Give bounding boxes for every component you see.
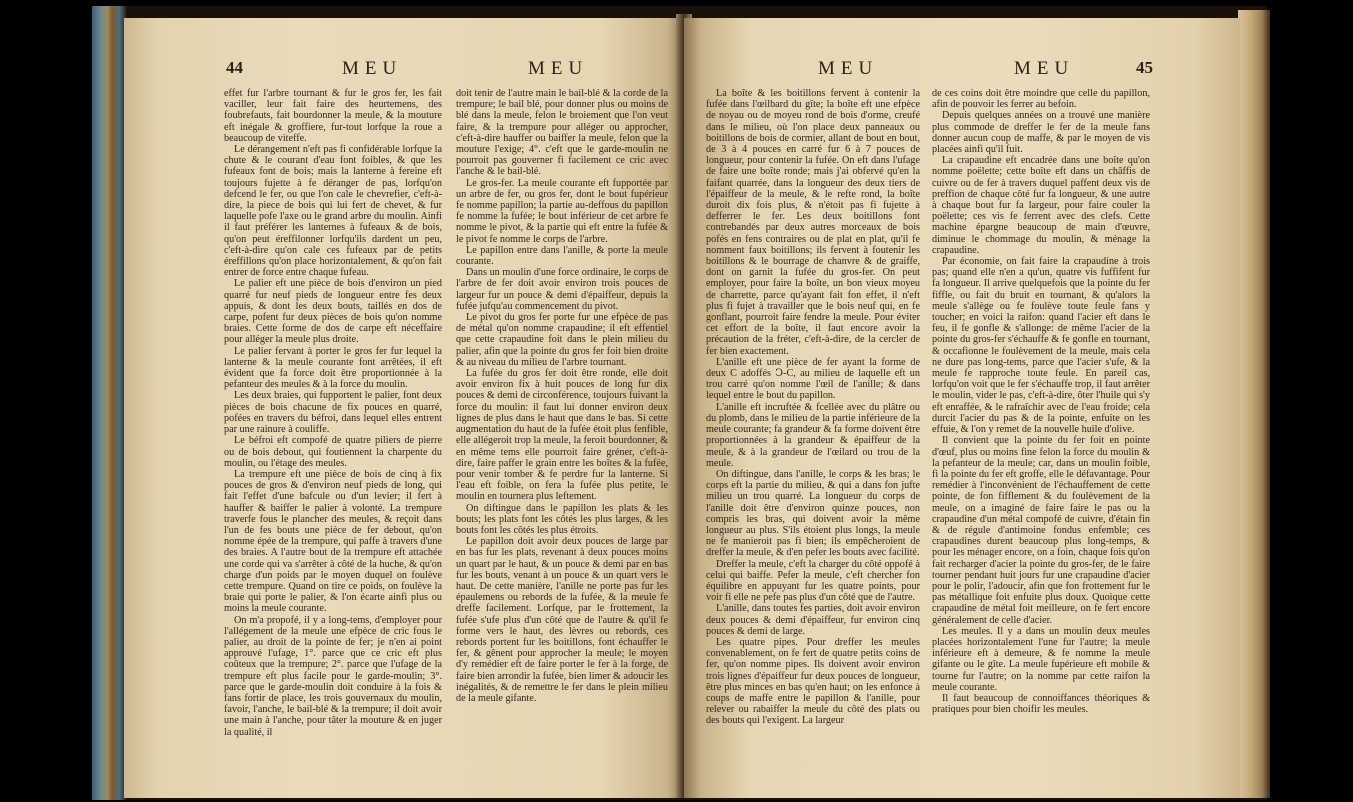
page-edges-right — [1238, 10, 1270, 798]
paragraph: Les deux braies, qui fupportent le palier, font deux pièces de bois chacune de fix pouces en quarré, pofées en travers du béfroi, dans lequel elles entrent par une rainure à couliffe. — [224, 390, 442, 436]
paragraph: Le gros-fer. La meule courante eft fupportée par un arbre de fer, ou gros fer, dont le bout fupérieur fe nomme papillon; la partie au-deffous du papillon fe nomme la fufée; le bout inférieur de cet arbre fe nomme le pivot, & la partie qui eft entre la fufée & le pivot fe nomme le corps de l'arbre. — [456, 177, 668, 245]
running-head: MEU — [818, 58, 879, 79]
paragraph: La crapaudine eft encadrée dans une boîte qu'on nomme poëlette; cette boîte eft dans un châffis de cuivre ou de fer à travers duquel paffent deux vis de preffion de chaque côté fur fa longueur, & une autre à chaque bout fur fa largeur, pour faire couler la poëlette; ces vis fe ferrent avec des clefs. Cette machine épargne beaucoup de main d'œuvre, diminue le chommage du moulin, & ménage la crapaudine. — [932, 155, 1150, 256]
paragraph: Le palier eft une pièce de bois d'environ un pied quarré fur neuf pieds de longueur entre fes deux appuis, & dont les deux bouts, taillés en dos de carpe, pofent fur deux pièces de bois qu'on nomme braies. Cette forme de dos de carpe eft néceffaire pour alléger la meule plus droite. — [224, 278, 442, 346]
paragraph: Depuis quelques années on a trouvé une manière plus commode de dreffer le fer de la meule fans donner aucun coup de maffe, & par le moyen de vis placées ainfi qu'il fuit. — [932, 110, 1150, 156]
paragraph: L'anille eft une pièce de fer ayant la forme de deux C adoffés Ↄ-C, au milieu de laquelle eft un trou carré qu'on nomme l'œil de l'anille; & dans lequel entre le bout du papillon. — [706, 356, 920, 402]
left-column-1 — [224, 88, 442, 738]
paragraph: Le papillon doit avoir deux pouces de large par en bas fur les plats, revenant à deux pouces moins un quart par le haut, & un pouce & demi par en bas fur les bouts, venant à un pouce & un quart vers le haut. De cette manière, l'anille ne porte pas fur les épaulemens ou rebords de la fufée, & la meule fe dreffe facilement. Lorfque, par le frottement, la fufée s'ufe plus d'un côté que de l'autre & qu'il fe forme vers le haut, des lèvres ou rebords, ces rebords portent fur les boitillons, font échauffer le fer, & gênent pour approcher la meule; le moyen d'y remédier eft de faire porter le fer à la forge, de faire bien arrondir la fufée, bien limer & adoucir les inégalités, & de remettre le fer dans le plein milieu de la meule gifante. — [456, 536, 668, 704]
paragraph: Il faut beaucoup de connoiffances théoriques & pratiques pour bien choifir les meules. — [932, 692, 1150, 716]
left-page-header — [124, 58, 684, 82]
paragraph: effet fur l'arbre tournant & fur le gros fer, les fait vaciller, leur fait faire des heurtemens, des foubrefauts, fait bourdonner la meule, & la mouture eft inégale & groffiere, fur-tout lorfque la roue a beaucoup de viteffe. — [224, 88, 442, 144]
running-head: MEU — [528, 58, 589, 79]
paragraph: La fufée du gros fer doit être ronde, elle doit avoir environ fix à huit pouces de long fur dix pouces & demi de circonférence, toujours fuivant la force du moulin: il faut lui donner environ deux lignes de plus dans le haut que dans le bas. Si cette augmentation du haut de la fufée étoit plus fenfible, elle allégeroit trop la meule, la feroit bourdonner, & en même tems elle pourroit faire gréner, c'eft-à-dire, faire paffer le grain entre les boîtes & la fufée, pour venir tomber & fe perdre fur la lanterne. Si l'eau eft foible, on fera la fufée plus petite, le moulin en tournera plus leftement. — [456, 368, 668, 503]
book-binding-left — [92, 6, 126, 800]
paragraph: On m'a propofé, il y a long-tems, d'employer pour l'allégement de la meule une efpèce de cric fous le palier, au droit de la pointe de fer; je n'en ai point approuvé l'ufage, 1°. parce que ce cric eft plus coûteux que la trempure; 2°. parce que l'ufage de la trempure eft plus facile pour le garde-moulin; 3°. parce que le garde-moulin doit conduire à la fois & fans fortir de place, les trois gouvernaux du moulin, favoir, l'anche, le bail-blé & la trempure; il doit avoir une main à l'anche, pour tâter la mouture & en juger la qualité, il — [224, 614, 442, 738]
paragraph: L'anille eft incruftée & fcellée avec du plâtre ou du plomb, dans le milieu de la partie inférieure de la meule courante; fa grandeur & fa forme doivent être proportionnées à la grandeur & épaiffeur de la meule, & à la grandeur de l'œilard ou trou de la meule. — [706, 401, 920, 469]
right-column-1 — [706, 88, 920, 727]
paragraph: On diftingue dans le papillon les plats & les bouts; les plats font les côtés les plus larges, & les bouts font les côtés les plus étroits. — [456, 502, 668, 536]
left-page — [124, 18, 684, 798]
paragraph: de ces coins doit être moindre que celle du papillon, afin de pouvoir les ferrer au befoin. — [932, 88, 1150, 111]
paragraph: Par économie, on fait faire la crapaudine à trois pas; quand elle n'en a qu'un, quatre vis fuffifent fur fa longueur. Il arrive quelquefois que la pointe du fer fiffle, ou fait du bruit en tournant, & qu'alors la meule s'allège ou fe foulève toute feule fans y toucher; en voici la raifon: quand l'acier eft dans le feu, il fe gonfle & s'allonge: de même l'acier de la pointe du gros-fer s'échauffe & fe gonfle en tournant, & occafionne le foulèvement de la meule, mais cela ne dure pas long-tems, parce que l'acier s'ufe, & la meule fe rapproche toute feule. En pareil cas, lorfqu'on voit que le fer s'échauffe trop, il faut arrêter le moulin, vider le pas, c'eft-à-dire, ôter l'huile qui s'y eft enraffée, & le rafraîchir avec de l'eau froide; cela durcit l'acier du pas & de la pointe, enfuite on les effuie, & l'on y remet de la nouvelle huile d'olive. — [932, 256, 1150, 436]
page-number: 44 — [226, 58, 243, 77]
right-page — [684, 18, 1240, 798]
paragraph: Il convient que la pointe du fer foit en pointe d'œuf, plus ou moins fine felon la force du moulin & la pefanteur de la meule; car, dans un moulin foible, fi la pointe du fer eft groffe, elle le défavantage. Pour remédier à l'inconvénient de l'échauffement de cette pointe, de fon fifflement & du foulèvement de la meule, on a imaginé de faire faire le pas ou la crapaudine d'un métal compofé de cuivre, d'étain fin & de régule d'antimoine fondus enfemble; ces crapaudines durent beaucoup plus long-temps, & pour les ménager encore, on a foin, chaque fois qu'on fait recharger d'acier la pointe du gros-fer, de le faire tourner pendant huit jours fur une crapaudine d'acier pour le polir, l'adoucir, afin que fon frottement fur le pas métallique foit enfuite plus doux. Quoique cette crapaudine de métal foit meilleure, on fe fert encore généralement de celle d'acier. — [932, 435, 1150, 626]
paragraph: Les quatre pipes. Pour dreffer les meules convenablement, on fe fert de quatre petits coins de fer, qu'on nomme pipes. Ils doivent avoir environ trois lignes d'épaiffeur fur deux pouces de longueur, être plus minces en bas qu'en haut; on les enfonce à coups de maffe entre le papillon & l'anille, pour relever ou rabaiffer la meule du côté des plats ou des bouts qui l'exigent. La largeur — [706, 636, 920, 727]
paragraph: Dans un moulin d'une force ordinaire, le corps de l'arbre de fer doit avoir environ trois pouces de largeur fur un pouce & demi d'épaiffeur, depuis la fufée jufqu'au commencement du pivot. — [456, 267, 668, 312]
paragraph: Le palier fervant à porter le gros fer fur lequel la lanterne & la meule courante font arrêtées, il eft évident que fa force doit être proportionnée à la pefanteur des meules & à la force du moulin. — [224, 345, 442, 391]
paragraph: Le pivot du gros fer porte fur une efpèce de pas de métal qu'on nomme crapaudine; il eft effentiel que cette crapaudine foit dans le plein milieu du palier, afin que la pointe du gros fer foit bien droite & au niveau du milieu de l'arbre tournant. — [456, 312, 668, 368]
running-head: MEU — [1014, 58, 1075, 79]
left-column-2 — [456, 88, 668, 704]
right-column-2 — [932, 88, 1150, 715]
paragraph: Le papillon entre dans l'anille, & porte la meule courante. — [456, 244, 668, 268]
paragraph: On diftingue, dans l'anille, le corps & les bras; le corps eft la partie du milieu, & qui a dans fon jufte milieu un trou quarré. La longueur du corps de l'anille doit être d'environ quinze pouces, non compris les bras, qui doivent avoir la même longueur au plus. S'ils étoient plus longs, la meule ne fe manieroit pas fi bien; ils empêcheroient de dreffer la meule, & d'en pefer les bouts avec facilité. — [706, 468, 920, 559]
paragraph: La boîte & les boitillons fervent à contenir la fufée dans l'œilbard du gîte; la boîte eft une efpèce de noyau ou de moyeu rond de bois d'orme, creufé dans le milieu, où l'on place deux panneaux ou boitillons de bois de cormier, allant de bout en bout, de 3 à 4 pouces en carré fur 6 à 7 pouces de longueur, pour contenir la fufée. On eft dans l'ufage de faire une boîte ronde; mais j'ai obfervé qu'en la faifant quarrée, dans la longueur des deux tiers de l'épaiffeur de la meule, & le refte rond, la boîte duroit dix fois plus, & n'étoit pas fi fujette à defferrer le fer. Les deux boitillons font contrebandés par deux autres morceaux de bois pofés en fens contraires ou de plat en plat, qu'il fe nomment faux boitillons; ils fervent à foutenir les boitillons & le bourrage de chanvre & de graiffe, dont on garnit la fufée du gros-fer. On peut employer, pour faire la boîte, un bon vieux moyeu de charrette, parce qu'ayant fait fon effet, il n'eft plus fi fujet à travailler que le bois neuf qui, en fe gonflant, pourroit faire fendre la meule. Pour éviter cet effort de la boîte, il faut encore avoir la précaution de la fréter, c'eft-à-dire, de la cercler de fer bien exactement. — [706, 88, 920, 357]
paragraph: Le béfroi eft compofé de quatre piliers de pierre ou de bois debout, qui foutiennent la charpente du moulin, ou l'étage des meules. — [224, 435, 442, 469]
right-page-header — [684, 58, 1240, 82]
paragraph: Dreffer la meule, c'eft la charger du côté oppofé à celui qui baiffe. Pefer la meule, c'eft chercher fon équilibre en appuyant fur les quatre points, pour voir fi elle ne pefe pas plus d'un côté que de l'autre. — [706, 558, 920, 604]
running-head: MEU — [342, 58, 403, 79]
page-number: 45 — [1136, 58, 1153, 77]
paragraph: doit tenir de l'autre main le bail-blé & la corde de la trempure; le bail blé, pour donner plus ou moins de blé dans la meule, felon le broiement que l'on veut faire, & la trempure pour alléger ou approcher, c'eft-à-dire hauffer ou baiffer la meule, felon que la mouture l'exige; 4°. c'eft que le garde-moulin ne pourroit pas gouverner fi facilement ce cric avec l'anche & le bail-blé. — [456, 88, 668, 178]
paragraph: L'anille, dans toutes fes parties, doit avoir environ deux pouces & demi d'épaiffeur, fur environ cinq pouces & demi de large. — [706, 603, 920, 637]
paragraph: Le dérangement n'eft pas fi confidérable lorfque la chute & le courant d'eau font foibles, & que les fufeaux font de bois; mais la lanterne à fereine eft toujours fujette à fe déranger de pas, lorfqu'on defcend le fer, ou que l'on cale le chevrefier, c'eft-à-dire, la piece de bois qui lui fert de chevet, & fur laquelle pofe l'axe ou le grand arbre du moulin. Ainfi il faut préférer les lanternes à fufeaux & de bois, qu'on peut éreffilonner lorfqu'ils dardent un peu, c'eft-à-dire qu'on cale ces fufeaux par de petits éreffillons qu'on place horizontalement, & qu'on fait entrer de force entre chaque fufeau. — [224, 144, 442, 279]
paragraph: Les meules. Il y a dans un moulin deux meules placées horizontalement l'une fur l'autre; la meule inférieure eft à demeure, & fe nomme la meule gifante ou le gîte. La meule fupérieure eft mobile & tourne fur l'autre; on la nomme par cette raifon la meule courante. — [932, 625, 1150, 693]
paragraph: La trempure eft une pièce de bois de cinq à fix pouces de gros & d'environ neuf pieds de long, qui fait l'effet d'une bafcule ou d'un levier; il fert à hauffer & baiffer le palier à volonté. La trempure traverfe fous le plancher des meules, & reçoit dans l'un de fes bouts une pièce de fer debout, qu'on nomme épée de la trempure, qui paffe à travers d'une des braies. A l'autre bout de la trempure eft attachée une corde qui va s'arrêter à côté de la huche, & qu'on charge d'un poids par le moyen duquel on foulève cette trempure. Quand on tire ce poids, on foulève la braie qui porte le palier, & l'on écarte ainfi plus ou moins la meule courante. — [224, 468, 442, 615]
